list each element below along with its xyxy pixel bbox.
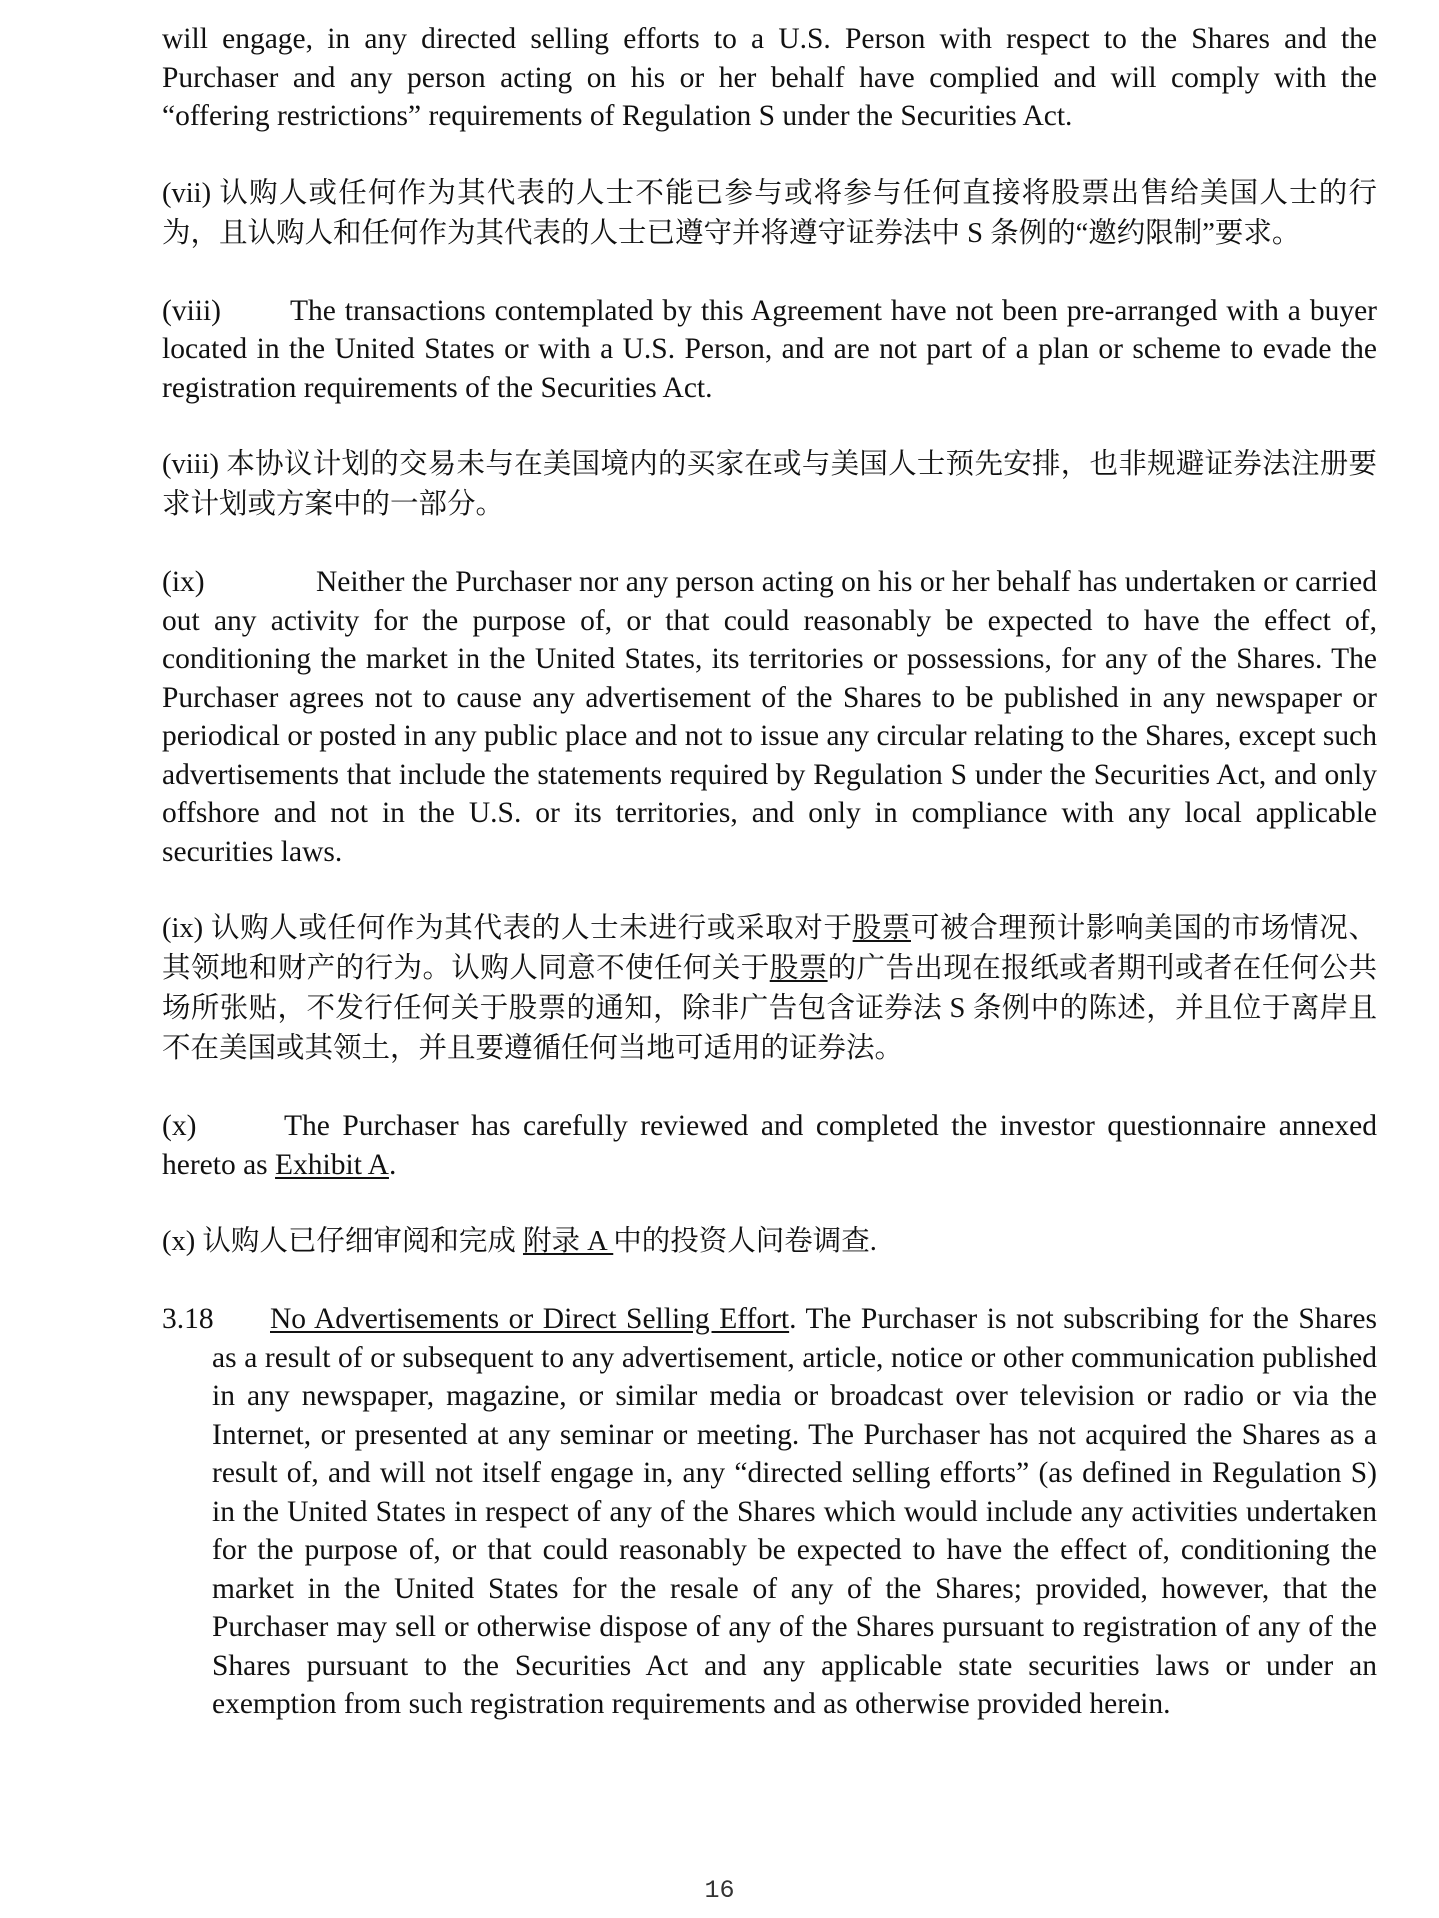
clause-text: (ix) 认购人或任何作为其代表的人士未进行或采取对于	[162, 913, 853, 944]
underlined-term: 股票	[769, 953, 828, 984]
paragraph-ix-chinese	[162, 909, 1377, 1069]
section-body: . The Purchaser is not subscribing for the Shares as a result of or subsequent to any advertisement, article, notice or other communication published in any newspaper, magazine, or similar media or broadcast over television or radio or via the Internet, or presented at any seminar or meeting. The Purchaser has not acquired the Shares as a result of, and will not itself engage in, any “directed selling efforts” (as defined in Regulation S) in the United States in respect of any of the Shares which would include any activities undertaken for the purpose of, or that could reasonably be expected to have the effect of, conditioning the market in the United States for the resale of any of the Shares; provided, however, that the Purchaser may sell or otherwise dispose of any of the Shares pursuant to registration of any of the Shares pursuant to the Securities Act and any applicable state securities laws or under an exemption from such registration requirements and as otherwise provided herein.	[212, 1303, 1378, 1720]
clause-text: The transactions contemplated by this Agreement have not been pre-arranged with a buyer located in the United States or with a U.S. Person, and are not part of a plan or scheme to evade the registration requirements of the Securities Act.	[162, 294, 1377, 404]
paragraph-x-chinese	[162, 1222, 1377, 1262]
paragraph-vii-chinese: (vii) 认购人或任何作为其代表的人士不能已参与或将参与任何直接将股票出售给美国人士的行为，且认购人和任何作为其代表的人士已遵守并将遵守证券法中 S 条例的“邀约限制”要求。	[162, 177, 1377, 249]
page-number: 16	[704, 1876, 735, 1905]
clause-text: 中的投资人问卷调查.	[613, 1226, 877, 1257]
clause-number: (ix)	[162, 566, 205, 598]
clause-text: (x) 认购人已仔细审阅和完成	[162, 1226, 523, 1257]
paragraph-ix	[162, 563, 1377, 871]
underlined-term: 股票	[852, 913, 911, 944]
section-number: 3.18	[162, 1303, 214, 1335]
paragraph-vi-continued: will engage, in any directed selling efforts to a U.S. Person with respect to the Shares and the Purchaser and any person acting on his or her behalf have complied and will comply with the “offering restrictions” requirements of Regulation S under the Securities Act.	[162, 23, 1377, 132]
clause-text: Neither the Purchaser nor any person acting on his or her behalf has undertaken or carried out any activity for the purpose of, or that could reasonably be expected to have the effect of, conditioning the market in the United States, its territories or possessions, for any of the Shares. The Purchaser agrees not to cause any advertisement of the Shares to be published in any newspaper or periodical or posted in any public place and not to issue any circular relating to the Shares, except such advertisements that include the statements required by Regulation S under the Securities Act, and only offshore and not in the U.S. or its territories, and only in compliance with any local applicable securities laws.	[162, 566, 1377, 868]
paragraph-viii-chinese: (viii) 本协议计划的交易未与在美国境内的买家在或与美国人士预先安排，也非规避证券法注册要求计划或方案中的一部分。	[162, 449, 1377, 520]
clause-text: .	[388, 1148, 397, 1181]
document-page	[162, 20, 1377, 1724]
clause-text: The Purchaser has carefully reviewed and completed the investor questionnaire annexed hereto as	[162, 1110, 1377, 1181]
clause-text: 的广告出现在报纸或者期刊或者在任何公共场所张贴，不发行任何关于股票的通知，除非广告包含证券法 S 条例中的陈述，并且位于离岸且不在美国或其领土，并且要遵循任何当地可适用的证券法。	[162, 953, 1377, 1064]
paragraph-viii	[162, 292, 1377, 408]
exhibit-a-reference: 附录 A	[522, 1226, 614, 1257]
clause-number: (x)	[162, 1110, 197, 1142]
clause-text: 可被合理预计影响美国的市场情况、其领地和财产的行为。认购人同意不使任何关于	[162, 913, 1377, 984]
paragraph-x	[162, 1107, 1377, 1184]
clause-number: (viii)	[162, 294, 221, 327]
section-3-18	[162, 1300, 1377, 1724]
exhibit-a-reference: Exhibit A	[275, 1148, 389, 1181]
section-title: No Advertisements or Direct Selling Effort	[270, 1303, 790, 1335]
